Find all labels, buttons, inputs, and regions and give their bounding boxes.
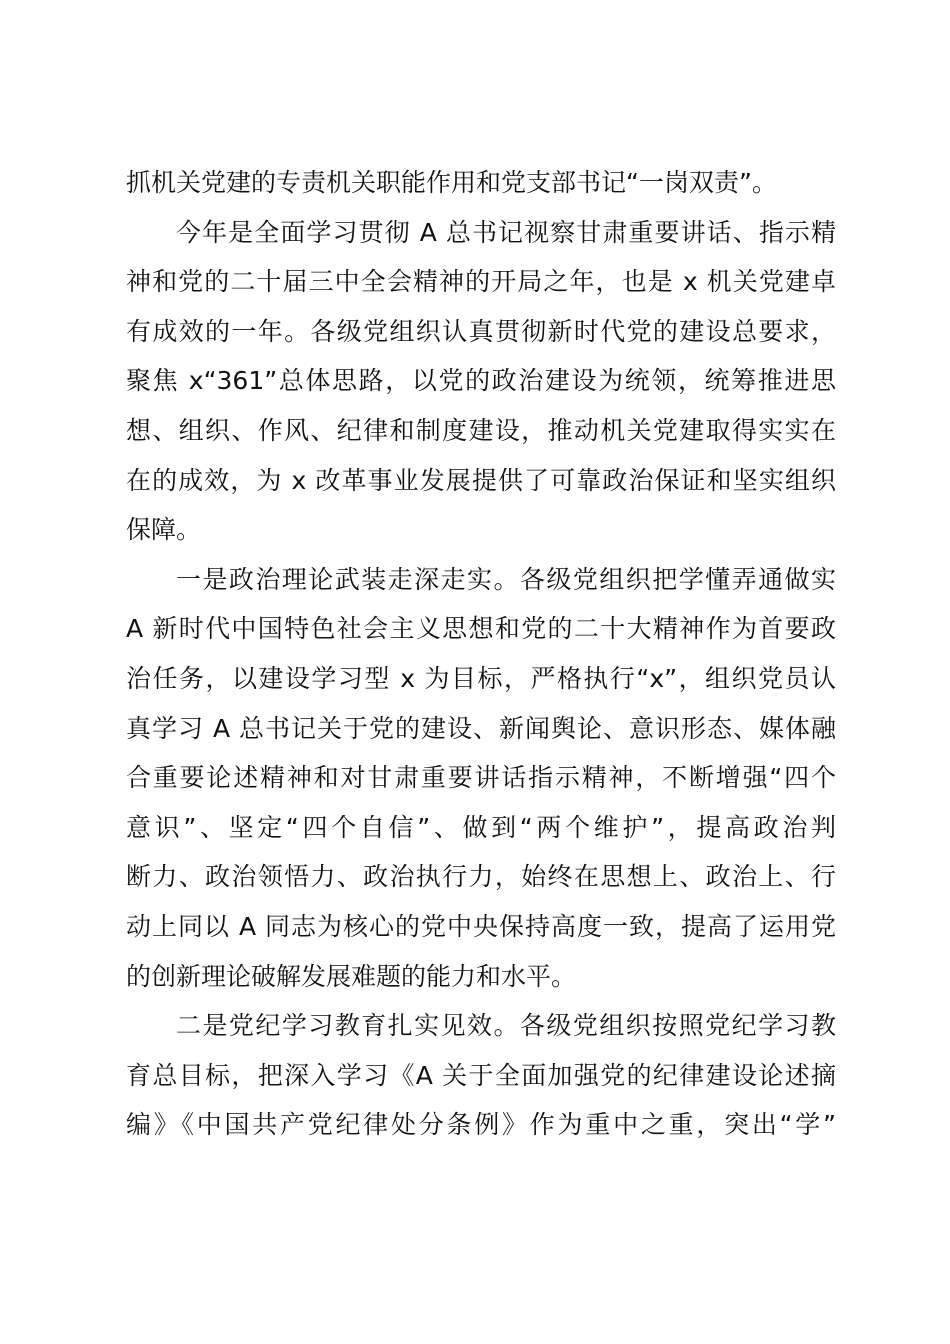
text-line: 保障。 — [126, 515, 202, 545]
text-line: 断力、政治领悟力、政治执行力，始终在思想上、政治上、行 — [126, 862, 836, 892]
text-line: 的创新理论破解发展难题的能力和水平。 — [126, 961, 577, 991]
text-line: 育总目标，把深入学习《A 关于全面加强党的纪律建设论述摘 — [126, 1060, 836, 1090]
paragraph-first-line: 一是政治理论武装走深走实。各级党组织把学懂弄通做实 — [176, 564, 836, 594]
text-line: 合重要论述精神和对甘肃重要讲话指示精神，不断增强“四个 — [126, 763, 836, 793]
text-line: A 新时代中国特色社会主义思想和党的二十大精神作为首要政 — [126, 614, 836, 644]
text-line: 聚焦 x“361”总体思路，以党的政治建设为统领，统筹推进思 — [126, 366, 836, 396]
text-line: 在的成效，为 x 改革事业发展提供了可靠政治保证和坚实组织 — [126, 465, 836, 495]
text-line: 神和党的二十届三中全会精神的开局之年，也是 x 机关党建卓 — [126, 267, 836, 297]
paragraph-first-line: 二是党纪学习教育扎实见效。各级党组织按照党纪学习教 — [176, 1011, 836, 1041]
text-line: 动上同以 A 同志为核心的党中央保持高度一致，提高了运用党 — [126, 911, 836, 941]
text-line: 抓机关党建的专责机关职能作用和党支部书记“一岗双责”。 — [126, 168, 777, 197]
document-body — [126, 158, 836, 1150]
text-line: 意识”、坚定“四个自信”、做到“两个维护”，提高政治判 — [126, 812, 836, 842]
text-line: 有成效的一年。各级党组织认真贯彻新时代党的建设总要求， — [126, 316, 836, 346]
text-line: 想、组织、作风、纪律和制度建设，推动机关党建取得实实在 — [126, 415, 836, 445]
text-line: 真学习 A 总书记关于党的建设、新闻舆论、意识形态、媒体融 — [126, 713, 836, 743]
text-line: 编》《中国共产党纪律处分条例》作为重中之重，突出“学” — [126, 1110, 836, 1140]
text-line: 治任务，以建设学习型 x 为目标，严格执行“x”，组织党员认 — [126, 663, 836, 693]
paragraph-first-line: 今年是全面学习贯彻 A 总书记视察甘肃重要讲话、指示精 — [176, 217, 836, 247]
